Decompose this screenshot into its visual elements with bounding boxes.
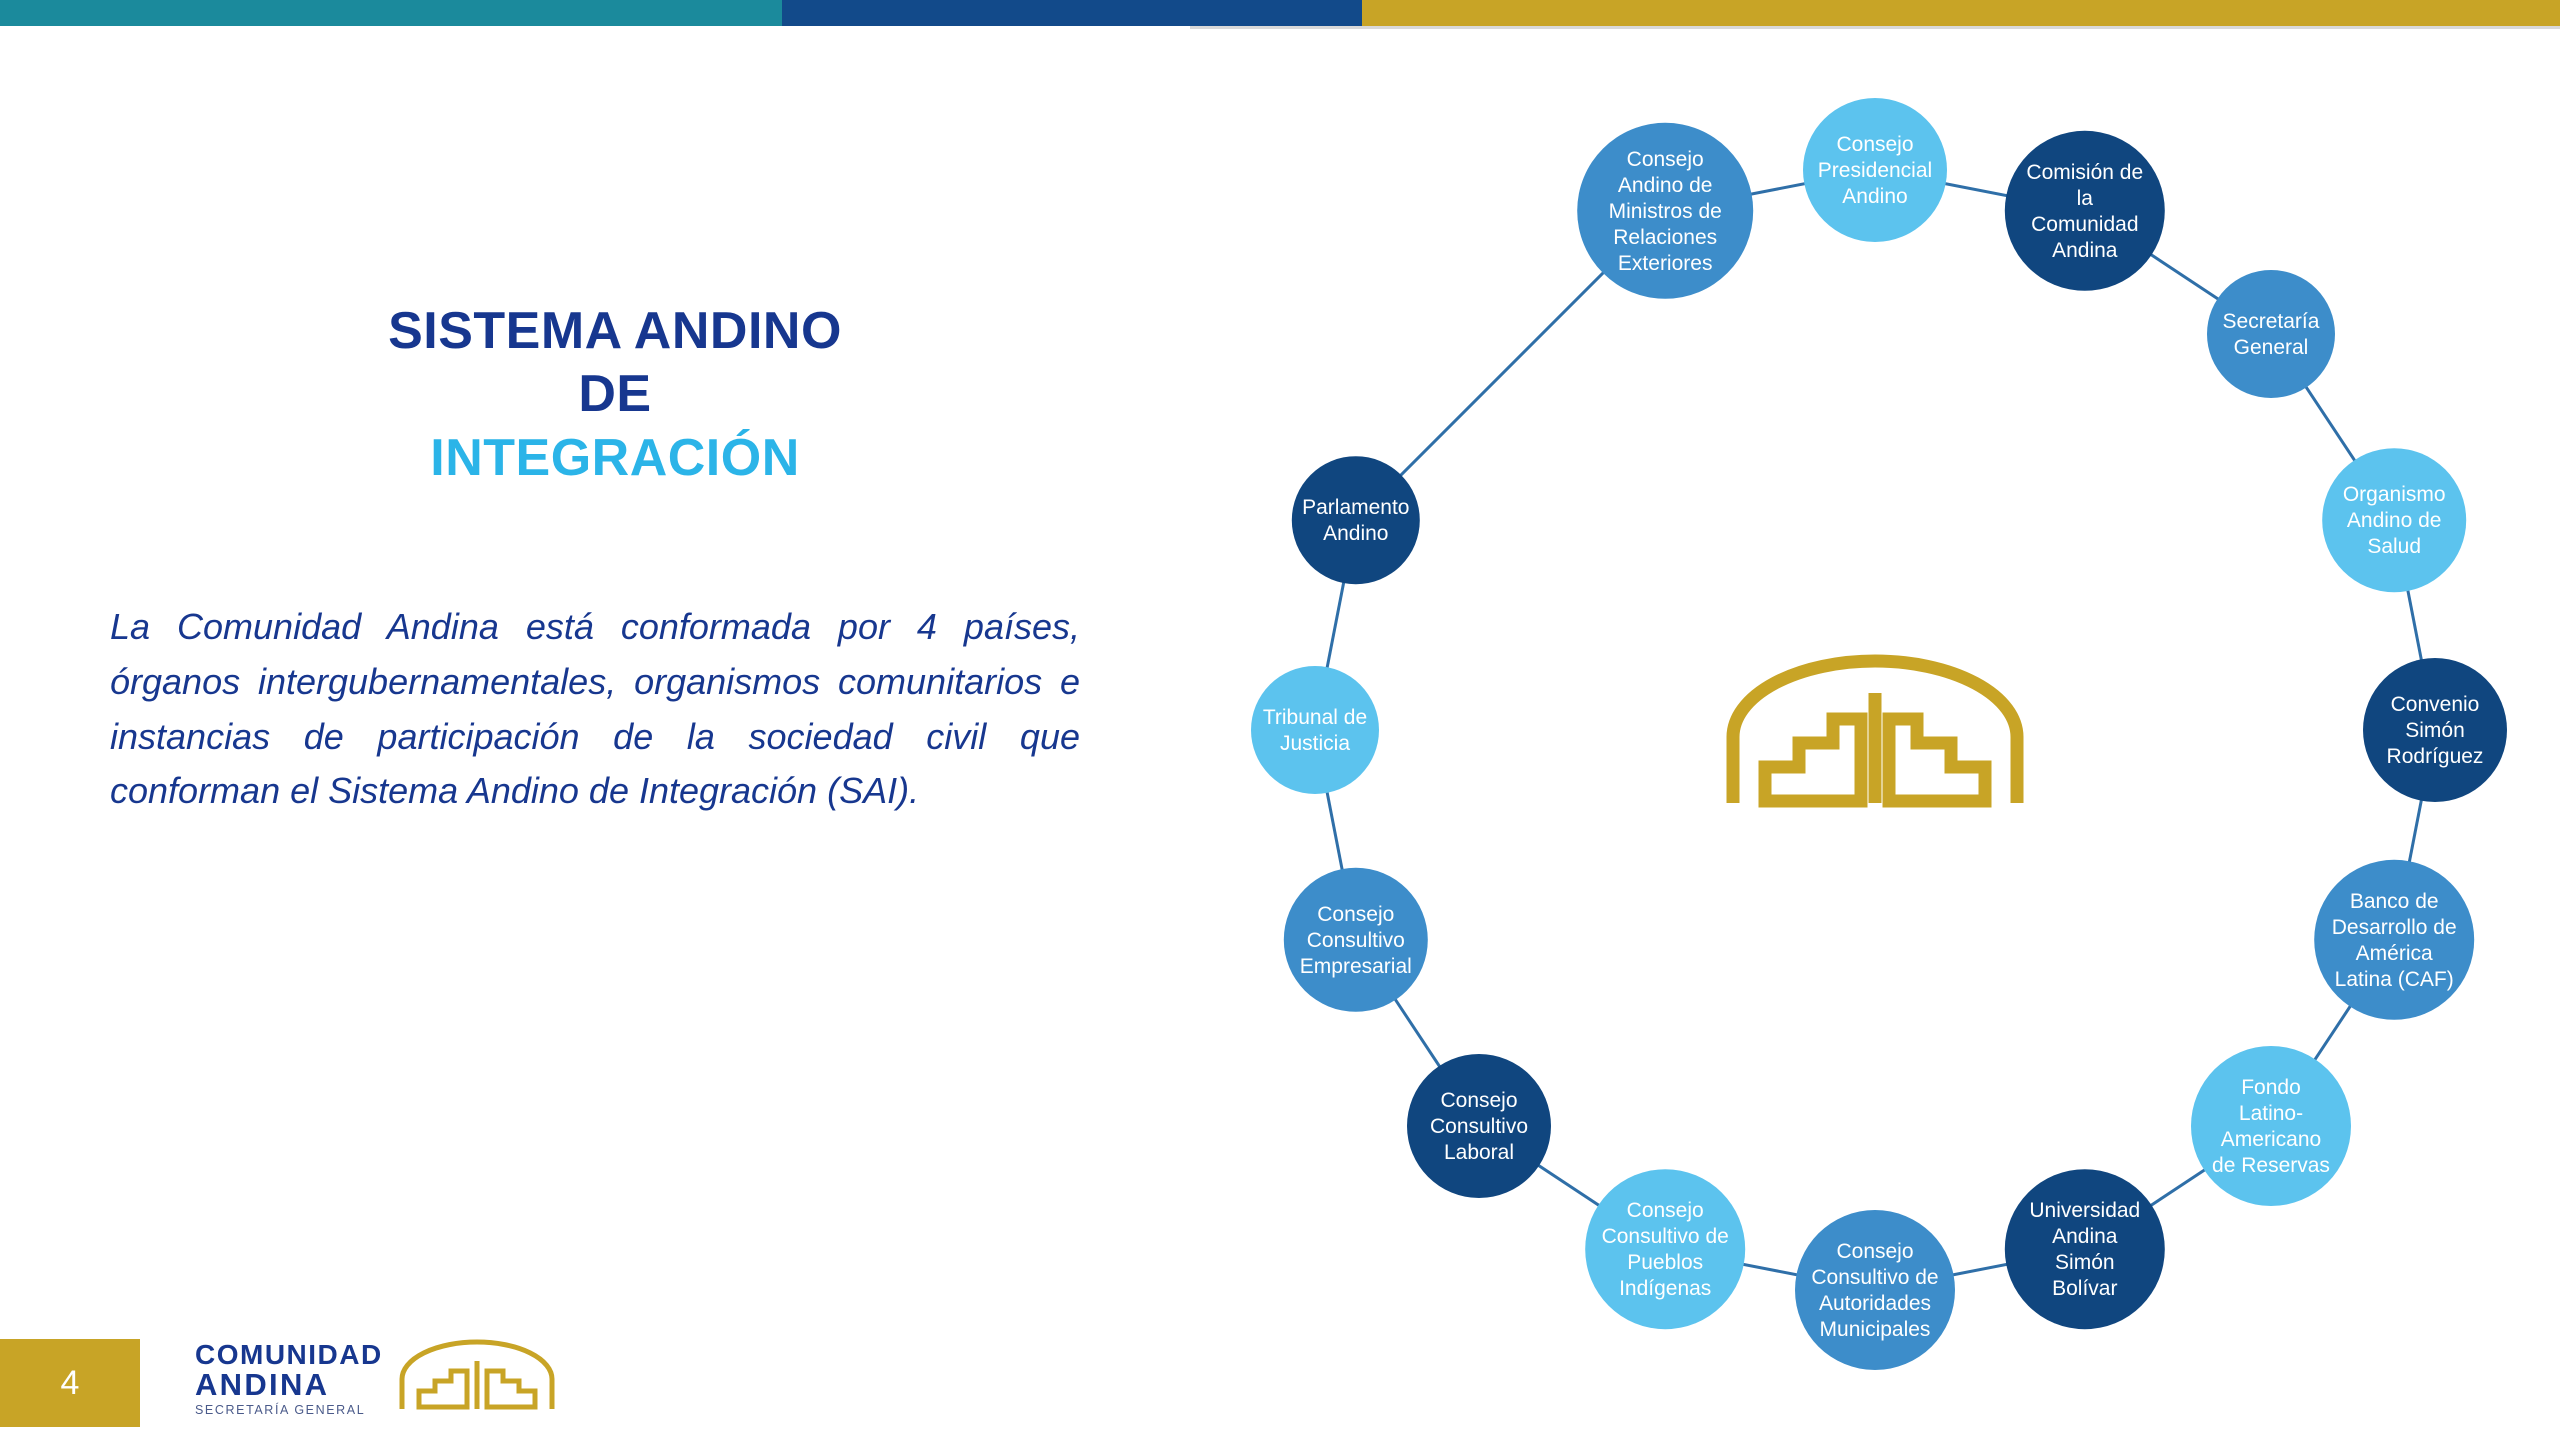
diagram-node[interactable]	[1251, 666, 1379, 794]
left-content-column	[0, 300, 1190, 819]
andean-arch-emblem-icon	[1733, 661, 2017, 803]
diagram-canvas	[1190, 0, 2560, 1440]
body-paragraph: La Comunidad Andina está conformada por 4 países, órganos intergubernamentales, organismos comunitarios e instancias de participación de la sociedad civil que conforman el Sistema Andino de Integración (SAI).	[110, 606, 1080, 812]
diagram-node[interactable]	[1292, 456, 1420, 584]
diagram-node-circle[interactable]	[2005, 131, 2165, 291]
diagram-node-label: Consejo Andino de Ministros de Relaciones Exteriores	[1608, 147, 1722, 275]
diagram-node[interactable]	[2207, 270, 2335, 398]
organization-logo	[195, 1339, 557, 1418]
logo-line-2: ANDINA	[195, 1367, 330, 1403]
page-title-line-1: SISTEMA ANDINO	[388, 302, 842, 360]
diagram-node[interactable]	[1795, 1210, 1955, 1370]
diagram-node[interactable]	[1284, 868, 1428, 1012]
logo-line-3: SECRETARÍA GENERAL	[195, 1402, 366, 1417]
diagram-node-label: Consejo Presidencial Andino	[1817, 133, 1933, 208]
diagram-node-label: Consejo Consultivo de Autoridades Municipales	[1811, 1240, 1939, 1341]
diagram-node[interactable]	[2363, 658, 2507, 802]
logo-line-1: COMUNIDAD	[195, 1338, 383, 1370]
diagram-node[interactable]	[1407, 1054, 1551, 1198]
diagram-node-circle[interactable]	[1585, 1169, 1745, 1329]
top-bar-segment-teal	[0, 0, 782, 26]
diagram-node-circle[interactable]	[1251, 666, 1379, 794]
diagram-node-label: Organismo Andino de Salud	[2342, 483, 2446, 559]
diagram-node-circle[interactable]	[2314, 860, 2474, 1020]
diagram-node-circle[interactable]	[1292, 456, 1420, 584]
diagram-node-circle[interactable]	[1795, 1210, 1955, 1370]
page-title-line-2: DE	[578, 365, 652, 424]
diagram-node-label: Parlamento Andino	[1302, 496, 1410, 546]
diagram-node-label: Tribunal de Justicia	[1262, 706, 1368, 755]
diagram-node[interactable]	[2322, 448, 2466, 592]
diagram-node[interactable]	[1803, 98, 1947, 242]
diagram-node[interactable]	[1577, 123, 1753, 299]
diagram-node-label: Consejo Consultivo Laboral	[1429, 1089, 1529, 1164]
diagram-node-label: Fondo Latino-Americano de Reservas	[2212, 1076, 2330, 1177]
logo-text	[195, 1338, 383, 1417]
diagram-node[interactable]	[1585, 1169, 1745, 1329]
page-title-line-3: INTEGRACIÓN	[430, 428, 800, 487]
diagram-node-label: Consejo Consultivo de Pueblos Indígenas	[1601, 1199, 1729, 1301]
diagram-node[interactable]	[2191, 1046, 2351, 1206]
diagram-node-label: Banco de Desarrollo de América Latina (CAF)	[2331, 889, 2457, 991]
diagram-node-circle[interactable]	[2207, 270, 2335, 398]
diagram-node-label: Convenio Simón Rodríguez	[2386, 693, 2484, 768]
diagram-node[interactable]	[2005, 131, 2165, 291]
diagram-node[interactable]	[2314, 860, 2474, 1020]
andean-arch-icon	[397, 1339, 557, 1418]
sai-circular-diagram	[1190, 0, 2560, 1440]
page-title	[0, 300, 1190, 490]
diagram-node-label: Universidad Andina Simón Bolívar	[2029, 1199, 2141, 1301]
diagram-node-circle[interactable]	[2191, 1046, 2351, 1206]
diagram-node-label: Comisión de la Comunidad Andina	[2026, 160, 2144, 262]
diagram-node-label: Consejo Consultivo Empresarial	[1299, 902, 1412, 978]
diagram-node-circle[interactable]	[2005, 1169, 2165, 1329]
diagram-node-label: Secretaría General	[2222, 310, 2320, 359]
diagram-node[interactable]	[2005, 1169, 2165, 1329]
page-number-badge: 4	[0, 1339, 140, 1427]
